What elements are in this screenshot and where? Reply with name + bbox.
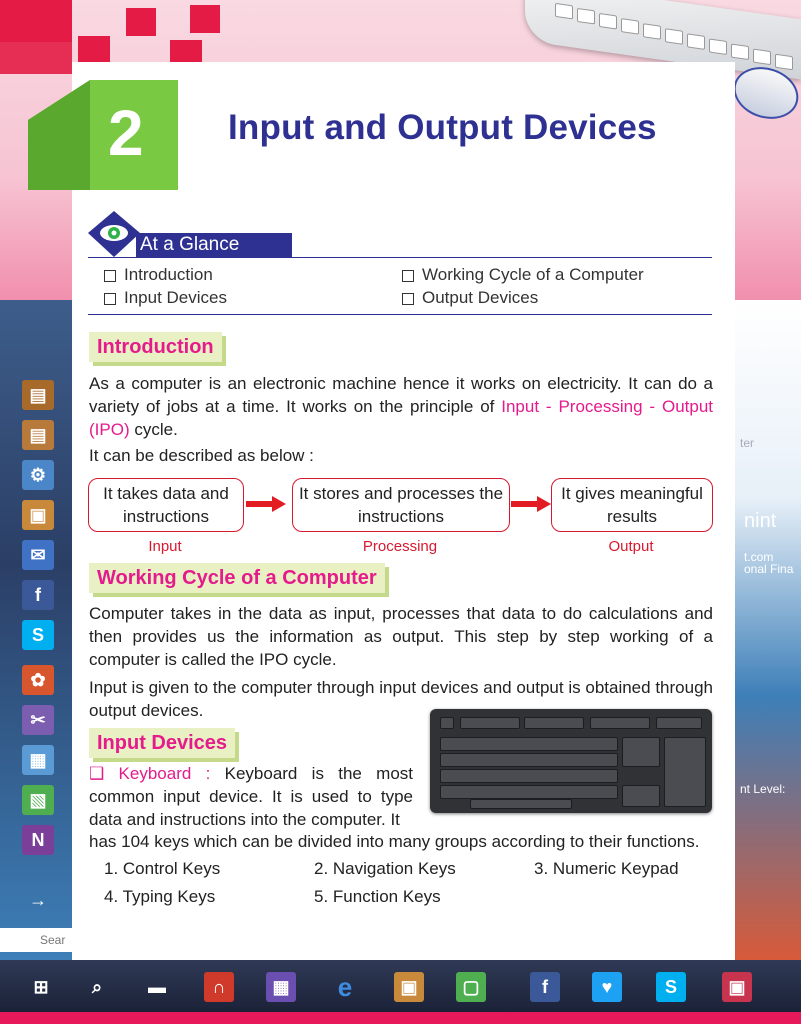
toc-item: Working Cycle of a Computer [402, 265, 644, 285]
twitter-icon[interactable]: ♥ [592, 972, 622, 1002]
checkbox-icon: ❑ [89, 764, 119, 783]
tile-text: nt Level: [740, 782, 786, 796]
arrow-right-icon[interactable]: → [29, 890, 47, 910]
working-cycle-heading: Working Cycle of a Computer [89, 563, 385, 593]
keyboard-illustration [430, 709, 712, 813]
chapter-badge [28, 80, 178, 190]
flow-caption-output: Output [608, 538, 654, 555]
key-group-item: 3. Numeric Keypad [534, 859, 679, 878]
toc-item: Introduction [104, 265, 213, 285]
settings-gear-icon[interactable]: ⚙ [22, 460, 54, 490]
start-search-input[interactable]: Sear [0, 928, 72, 952]
input-devices-heading: Input Devices [89, 728, 235, 758]
decor-square [190, 5, 220, 33]
flow-caption-processing: Processing [362, 538, 438, 555]
toc-item: Output Devices [402, 288, 538, 308]
skype-icon[interactable]: S [22, 620, 54, 650]
toc-item: Input Devices [104, 288, 227, 308]
flow-box-output: It gives meaningful results [551, 478, 713, 532]
key-group-item: 2. Navigation Keys [314, 859, 456, 878]
sticky-notes-icon[interactable]: ▧ [22, 785, 54, 815]
calculator-taskbar-icon[interactable]: ▦ [266, 972, 296, 1002]
eye-icon [88, 211, 140, 259]
checkbox-icon [402, 270, 414, 282]
chapter-number: 2 [108, 97, 144, 169]
task-view-icon[interactable]: ▬ [148, 977, 166, 997]
decor-square [126, 8, 156, 36]
decor-square [0, 42, 72, 74]
tile-text: onal Fina [744, 562, 794, 576]
working-cycle-paragraph-2: Input is given to the computer through input devices and output is obtained through output devices. [89, 678, 713, 720]
windows-start-icon[interactable]: ⊞ [33, 977, 49, 997]
key-group-item: 1. Control Keys [104, 859, 221, 878]
tile-text: nint [744, 510, 777, 532]
introduction-subtext: It can be described as below : [89, 446, 314, 465]
working-cycle-paragraph: Computer takes in the data as input, processes that data to do calculations and then provides us the information as output. This step by step working of a computer is called the IPO cycle. [89, 604, 713, 669]
music-icon[interactable]: ∩ [204, 972, 234, 1002]
folder-icon[interactable]: ▣ [22, 500, 54, 530]
calculator-icon[interactable]: ▦ [22, 745, 54, 775]
page-title: Input and Output Devices [228, 108, 657, 147]
internet-explorer-icon[interactable]: e [337, 972, 353, 1002]
flow-caption-input: Input [148, 538, 182, 555]
checkbox-icon [104, 270, 116, 282]
flow-box-input: It takes data and instructions [88, 478, 244, 532]
mail-icon[interactable]: ✉ [22, 540, 54, 570]
checkbox-icon [402, 293, 414, 305]
documents-icon[interactable]: ▤ [22, 420, 54, 450]
keyboard-paragraph: ❑ Keyboard : Keyboard is the most common input device. It is used to type data and instructions into the computer. It [89, 764, 413, 829]
tile-text: ter [740, 436, 755, 450]
divider [88, 314, 712, 315]
media-icon[interactable]: ▣ [722, 972, 752, 1002]
keyboard-paragraph-cont: has 104 keys which can be divided into many groups according to their functions. [89, 832, 700, 851]
decor-square [0, 0, 72, 42]
checkbox-icon [104, 293, 116, 305]
introduction-paragraph: As a computer is an electronic machine hence it works on electricity. It can do a variety of jobs at a time. It works on the principle of Input - Processing - Output (IPO) cycle. [89, 374, 714, 439]
taskbar [0, 960, 801, 1012]
store-icon[interactable]: ▢ [456, 972, 486, 1002]
introduction-heading: Introduction [89, 332, 222, 362]
skype-taskbar-icon[interactable]: S [656, 972, 686, 1002]
flow-box-processing: It stores and processes the instructions [292, 478, 510, 532]
search-icon[interactable]: ⌕ [91, 977, 103, 997]
facebook-icon[interactable]: f [22, 580, 54, 610]
snipping-tool-icon[interactable]: ✂ [22, 705, 54, 735]
arrow-right-icon [511, 496, 551, 512]
paint-icon[interactable]: ✿ [22, 665, 54, 695]
file-explorer-icon[interactable]: ▤ [22, 380, 54, 410]
onenote-icon[interactable]: N [22, 825, 54, 855]
right-start-menu-background [731, 300, 801, 960]
arrow-right-icon [246, 496, 286, 512]
at-a-glance-label: At a Glance [136, 233, 292, 257]
file-explorer-taskbar-icon[interactable]: ▣ [394, 972, 424, 1002]
divider [88, 257, 712, 258]
key-group-item: 5. Function Keys [314, 887, 441, 906]
tile-text: t.com [744, 550, 774, 564]
key-group-item: 4. Typing Keys [104, 887, 216, 906]
facebook-taskbar-icon[interactable]: f [530, 972, 560, 1002]
